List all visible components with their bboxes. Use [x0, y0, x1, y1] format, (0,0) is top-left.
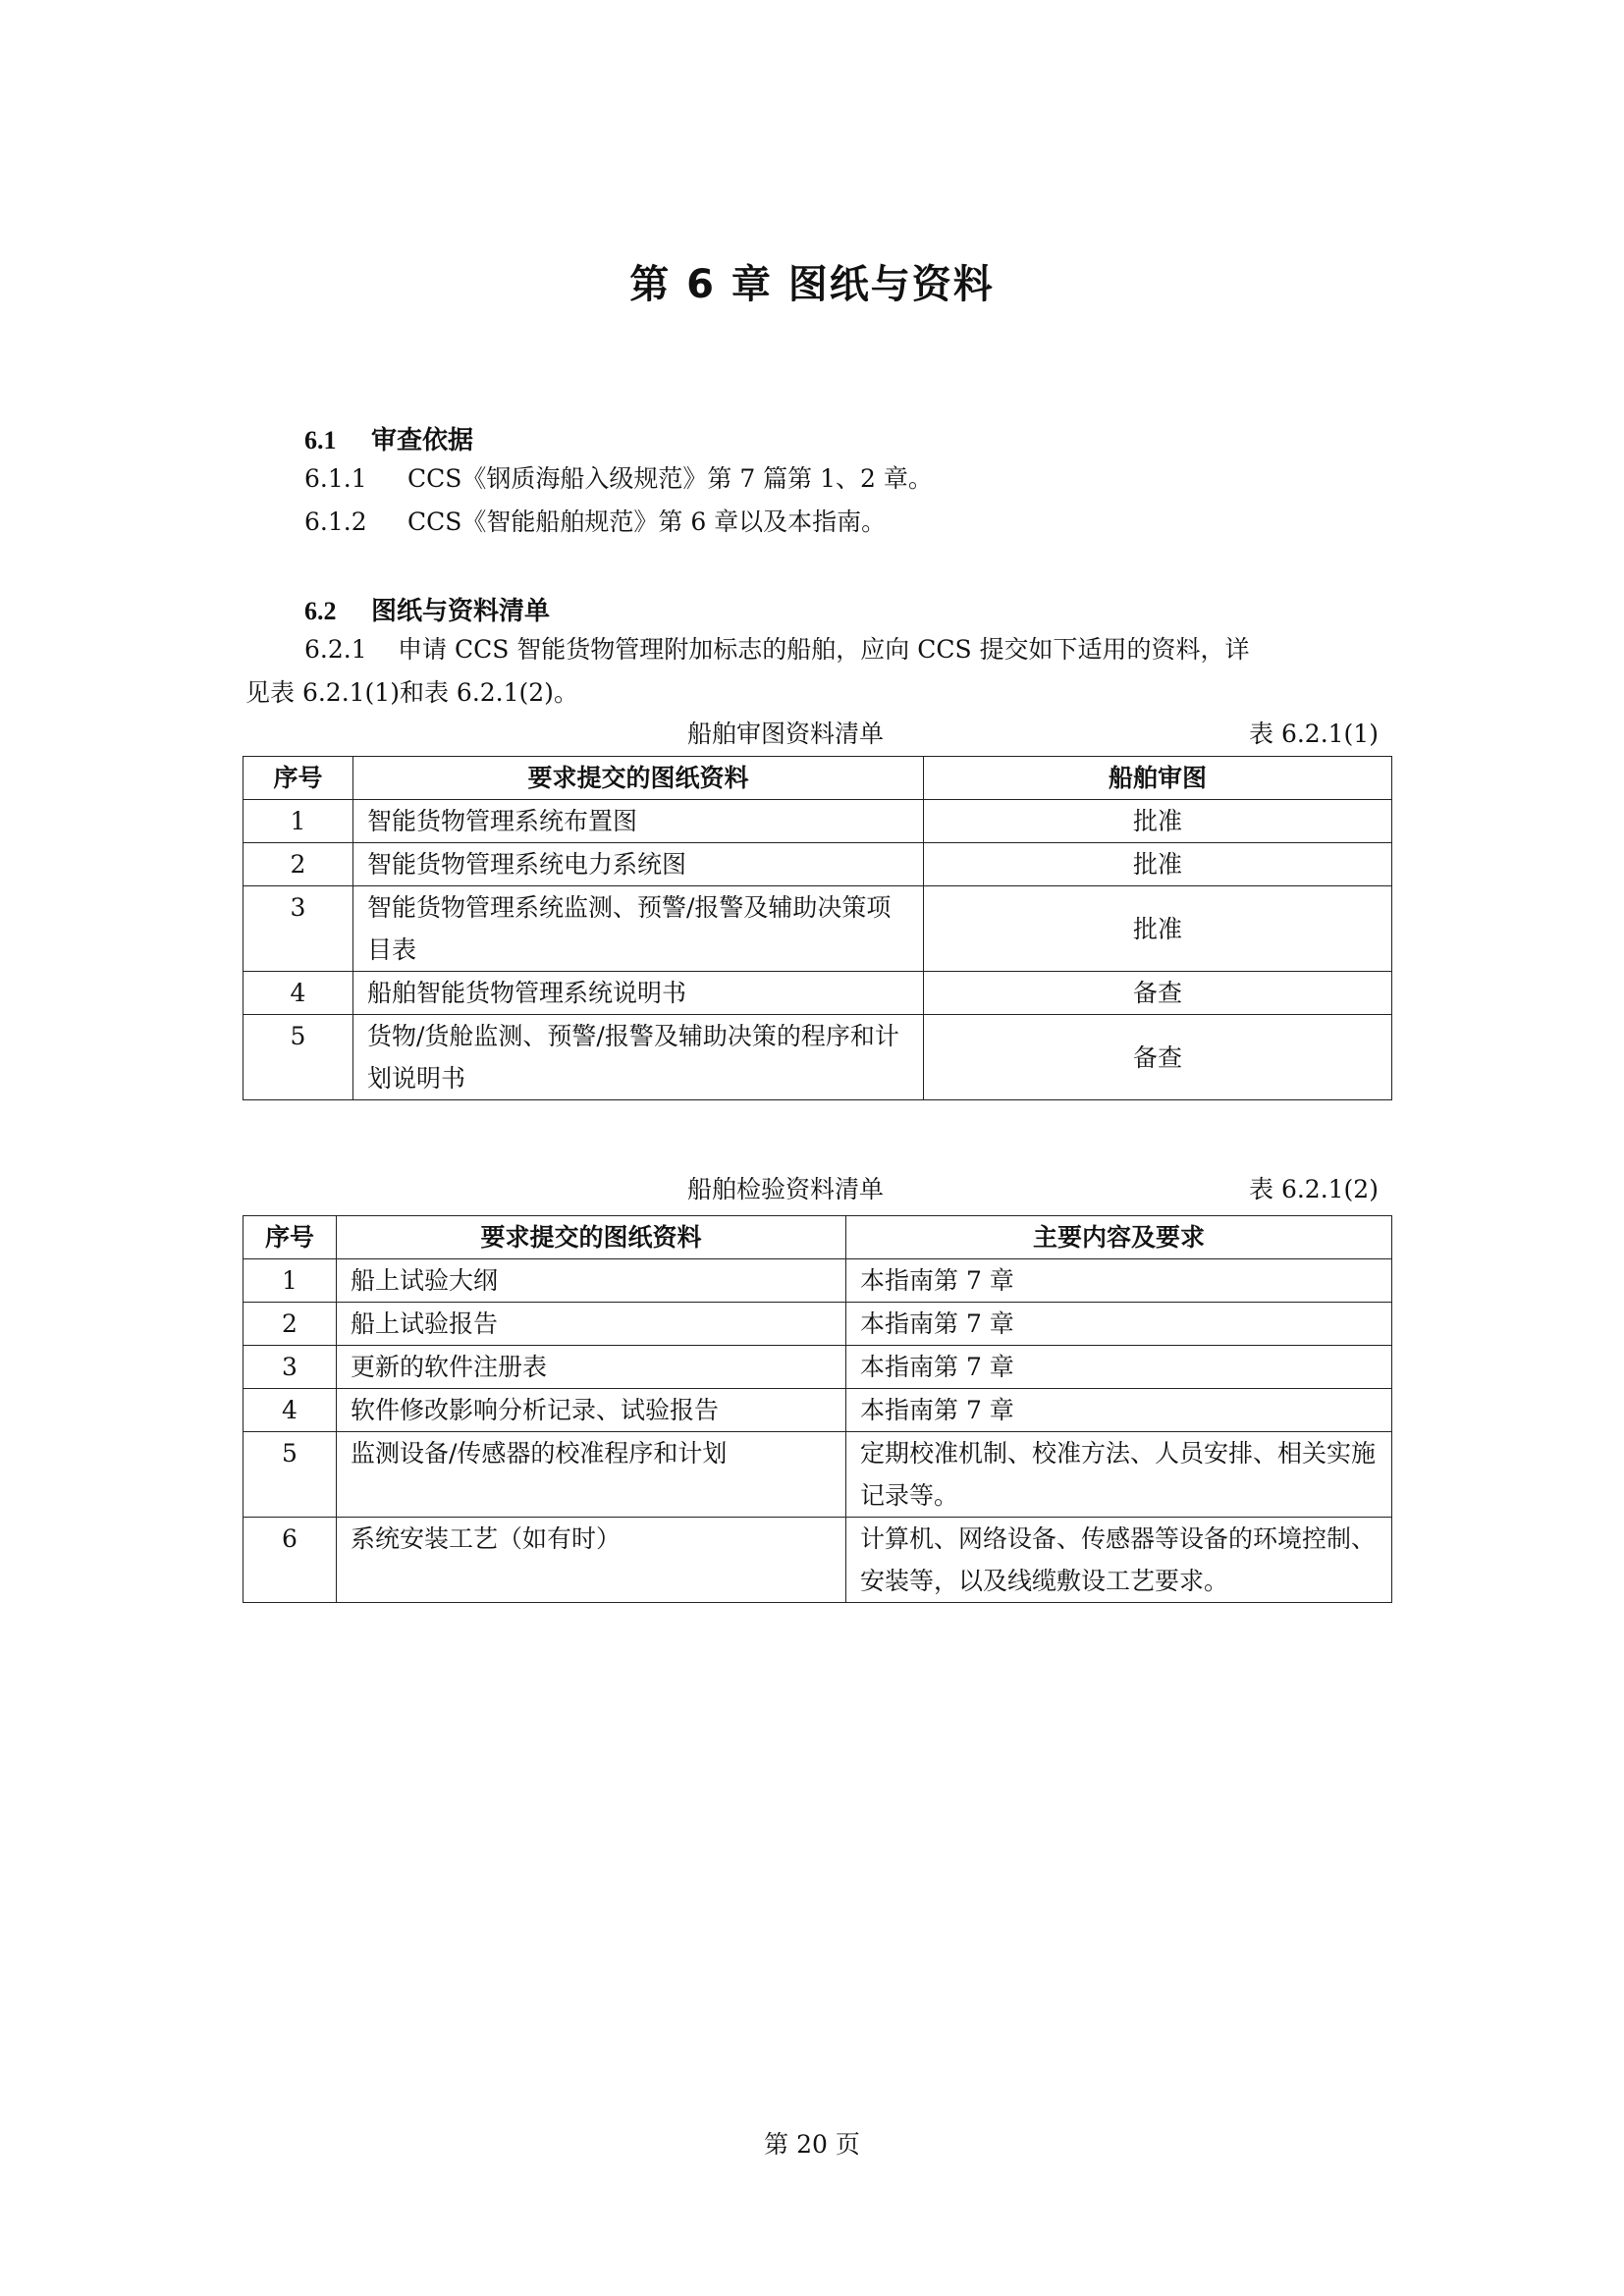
row-doc: 船上试验大纲	[337, 1259, 846, 1303]
clause-text: 申请 CCS 智能货物管理附加标志的船舶，应向 CCS 提交如下适用的资料，详	[398, 635, 1250, 664]
row-no: 2	[244, 843, 353, 886]
table-row	[244, 800, 1392, 843]
table-row	[244, 1518, 1392, 1603]
header-content: 主要内容及要求	[846, 1216, 1392, 1259]
table2-label: 表 6.2.1(2)	[1249, 1175, 1379, 1203]
clause-number: 6.1.2	[304, 507, 367, 536]
section-6-2-heading	[304, 591, 550, 627]
row-value: 本指南第 7 章	[846, 1259, 1392, 1303]
row-no: 5	[244, 1432, 337, 1518]
header-doc: 要求提交的图纸资料	[353, 757, 924, 800]
row-value: 备查	[924, 972, 1392, 1015]
header-review: 船舶审图	[924, 757, 1392, 800]
row-value: 批准	[924, 800, 1392, 843]
table-row	[244, 1346, 1392, 1389]
survey-docs-table	[243, 1215, 1392, 1603]
row-doc: 监测设备/传感器的校准程序和计划	[337, 1432, 846, 1518]
clause-6-1-1	[304, 457, 933, 501]
table1-label: 表 6.2.1(1)	[1249, 720, 1379, 748]
table-row	[244, 1389, 1392, 1432]
clause-6-2-1-line2: 见表 6.2.1(1)和表 6.2.1(2)。	[245, 678, 578, 707]
row-doc: 智能货物管理系统电力系统图	[353, 843, 924, 886]
table-row	[244, 1259, 1392, 1303]
table1-caption: 船舶审图资料清单	[687, 720, 885, 748]
row-no: 1	[244, 800, 353, 843]
table-header-row	[244, 757, 1392, 800]
section-title: 图纸与资料清单	[371, 597, 551, 626]
section-number: 6.2	[304, 597, 337, 625]
clause-6-1-2	[304, 501, 886, 544]
row-no: 4	[244, 972, 353, 1015]
row-doc: 船舶智能货物管理系统说明书	[353, 972, 924, 1015]
table-header-row	[244, 1216, 1392, 1259]
row-doc: 系统安装工艺（如有时）	[337, 1518, 846, 1603]
clause-text: CCS《钢质海船入级规范》第 7 篇第 1、2 章。	[407, 464, 933, 493]
page-number: 第 20 页	[764, 2130, 860, 2159]
clause-number: 6.2.1	[304, 635, 367, 664]
row-no: 1	[244, 1259, 337, 1303]
header-doc: 要求提交的图纸资料	[337, 1216, 846, 1259]
row-no: 6	[244, 1518, 337, 1603]
chapter-title: 第 6 章 图纸与资料	[629, 262, 995, 307]
clause-text: CCS《智能船舶规范》第 6 章以及本指南。	[407, 507, 887, 536]
row-doc: 更新的软件注册表	[337, 1346, 846, 1389]
table-row	[244, 1015, 1392, 1100]
row-doc: 智能货物管理系统布置图	[353, 800, 924, 843]
row-value: 批准	[924, 843, 1392, 886]
clause-number: 6.1.1	[304, 464, 367, 493]
row-value: 本指南第 7 章	[846, 1346, 1392, 1389]
table-row	[244, 1303, 1392, 1346]
table2-caption: 船舶检验资料清单	[687, 1175, 885, 1203]
row-no: 4	[244, 1389, 337, 1432]
row-no: 3	[244, 1346, 337, 1389]
clause-6-2-1-line1	[304, 628, 1394, 671]
drawing-review-table	[243, 756, 1392, 1100]
row-no: 5	[244, 1015, 353, 1100]
row-no: 2	[244, 1303, 337, 1346]
row-value: 本指南第 7 章	[846, 1303, 1392, 1346]
row-doc: 货物/货舱监测、预警/报警及辅助决策的程序和计划说明书	[353, 1015, 924, 1100]
row-value: 定期校准机制、校准方法、人员安排、相关实施记录等。	[846, 1432, 1392, 1518]
header-no: 序号	[244, 1216, 337, 1259]
section-6-1-heading	[304, 420, 473, 456]
row-doc: 智能货物管理系统监测、预警/报警及辅助决策项目表	[353, 886, 924, 972]
table-row	[244, 1432, 1392, 1518]
row-no: 3	[244, 886, 353, 972]
row-value: 批准	[924, 886, 1392, 972]
section-title: 审查依据	[371, 426, 474, 455]
table-row	[244, 972, 1392, 1015]
row-value: 备查	[924, 1015, 1392, 1100]
row-value: 本指南第 7 章	[846, 1389, 1392, 1432]
header-no: 序号	[244, 757, 353, 800]
section-number: 6.1	[304, 426, 337, 454]
row-doc: 软件修改影响分析记录、试验报告	[337, 1389, 846, 1432]
table-row	[244, 843, 1392, 886]
table-row	[244, 886, 1392, 972]
row-value: 计算机、网络设备、传感器等设备的环境控制、安装等，以及线缆敷设工艺要求。	[846, 1518, 1392, 1603]
row-doc: 船上试验报告	[337, 1303, 846, 1346]
